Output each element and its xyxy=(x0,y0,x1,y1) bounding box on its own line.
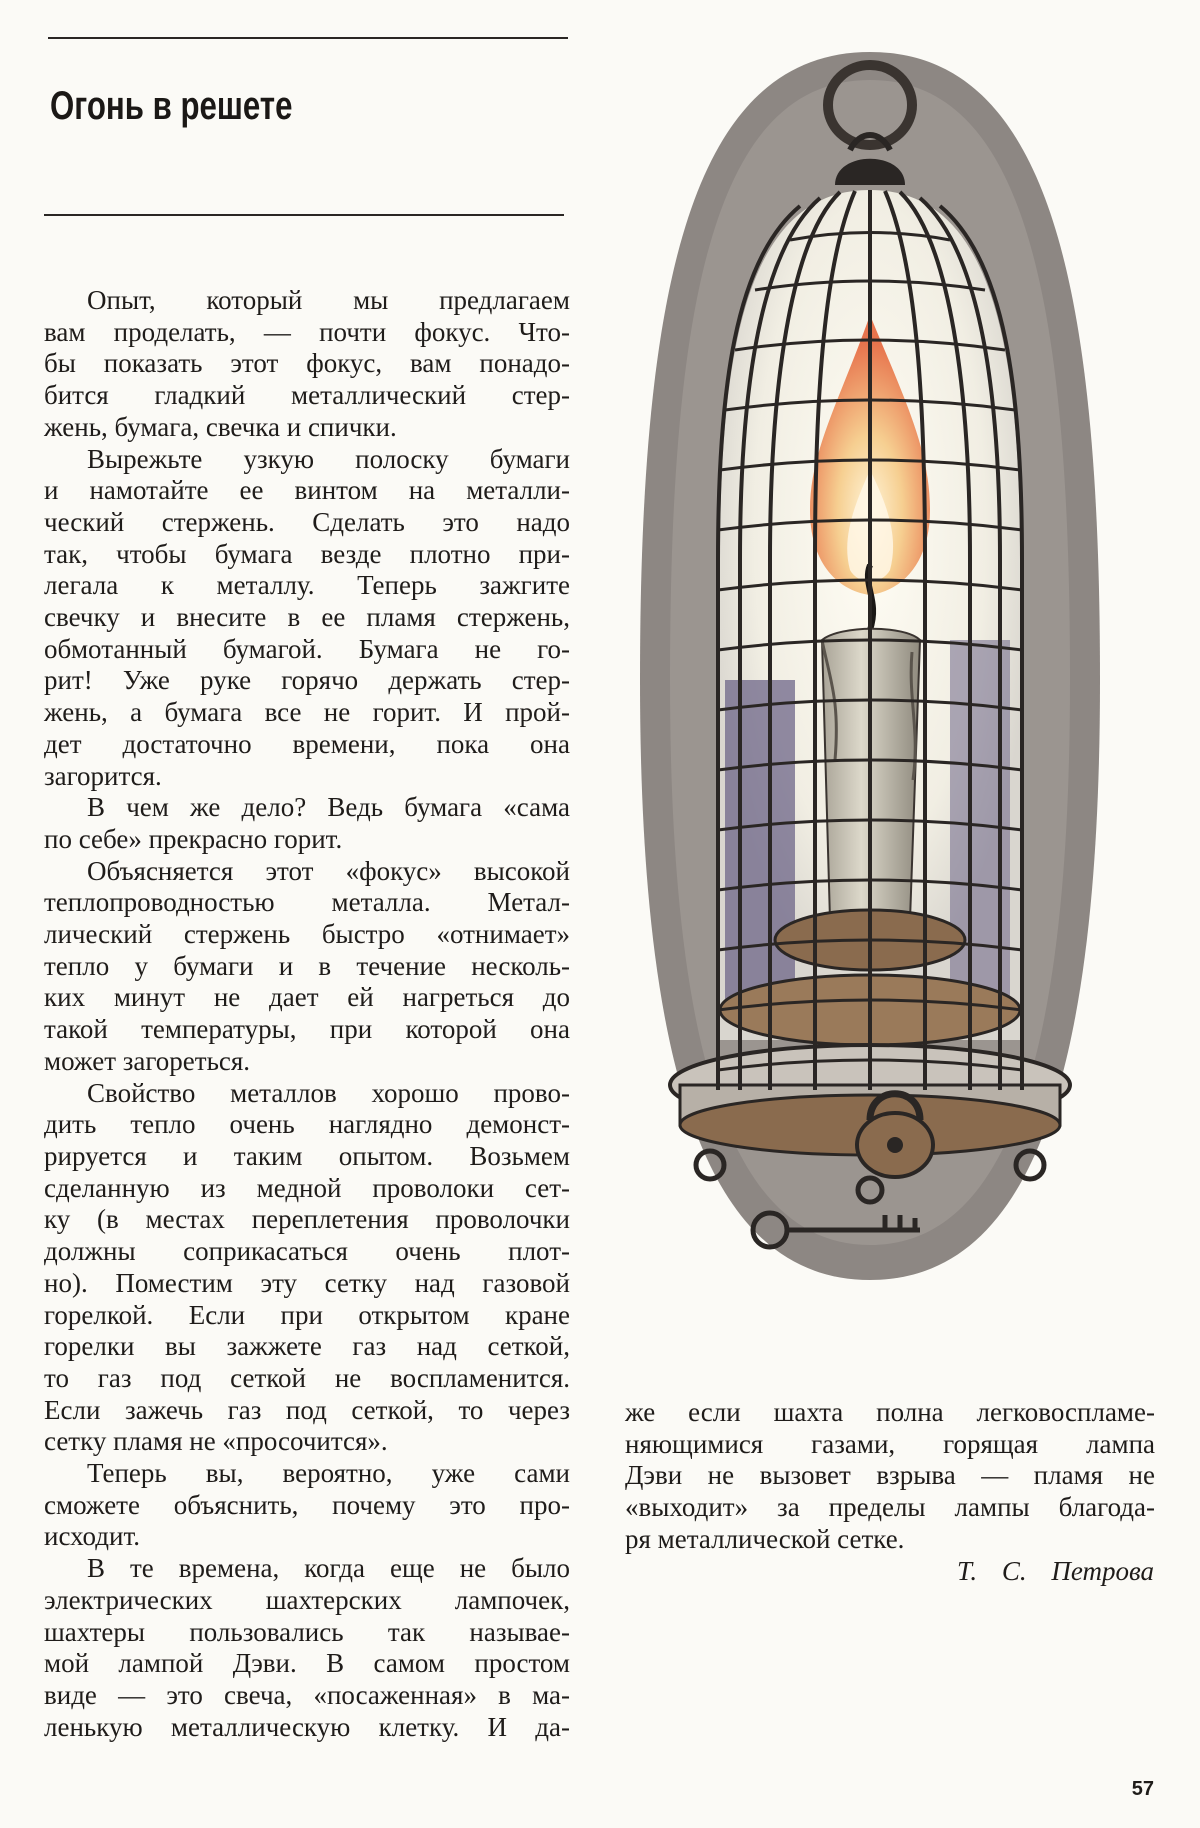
text-line: Если зажечь газ под сеткой, то через xyxy=(44,1394,570,1425)
title-underline-rule xyxy=(44,214,564,216)
text-line: вам проделать, — почти фокус. Что- xyxy=(44,316,570,347)
text-line: ких минут не дает ей нагреться до xyxy=(44,982,570,1013)
text-line: В чем же дело? Ведь бумага «сама xyxy=(87,792,570,823)
text-line: ря металлической сетке. xyxy=(625,1523,905,1554)
text-line: по себе» прекрасно горит. xyxy=(44,823,343,854)
text-line: В те времена, когда еще не было xyxy=(87,1553,570,1584)
text-line: жень, а бумага все не горит. И прой- xyxy=(44,697,570,728)
text-line: легала к металлу. Теперь зажгите xyxy=(44,570,570,601)
text-line: ленькую металлическую клетку. И да- xyxy=(44,1711,570,1742)
text-line: бы показать этот фокус, вам понадо- xyxy=(44,348,570,379)
text-line: Опыт, который мы предлагаем xyxy=(87,285,570,315)
text-line: шахтеры пользовались так называе- xyxy=(44,1616,570,1647)
text-line: Объясняется этот «фокус» высокой xyxy=(87,855,570,886)
text-line: так, чтобы бумага везде плотно при- xyxy=(44,538,570,569)
text-line: и намотайте ее винтом на металли- xyxy=(44,475,570,506)
top-rule xyxy=(48,37,568,39)
text-line: Теперь вы, вероятно, уже сами xyxy=(87,1458,570,1489)
article-title: Огонь в решете xyxy=(50,84,293,128)
text-line: загорится. xyxy=(44,760,162,791)
text-line: тепло у бумаги и в течение несколь- xyxy=(44,950,570,981)
text-line: лический стержень быстро «отнимает» xyxy=(44,919,570,950)
text-line: ку (в местах переплетения проволочки xyxy=(44,1204,570,1235)
text-line: бится гладкий металлический стер- xyxy=(44,380,570,411)
text-line: жень, бумага, свечка и спички. xyxy=(44,411,397,442)
left-column xyxy=(44,285,570,1743)
text-line: «выходит» за пределы лампы благода- xyxy=(625,1492,1155,1523)
text-line: рируется и таким опытом. Возьмем xyxy=(44,1140,570,1171)
text-line: виде — это свеча, «посаженная» в ма- xyxy=(44,1679,570,1710)
text-line: же если шахта полна легковоспламе- xyxy=(625,1397,1155,1427)
text-line: такой температуры, при которой она xyxy=(44,1014,570,1045)
text-line: может загореться. xyxy=(44,1045,251,1076)
text-line: сетку пламя не «просочится». xyxy=(44,1426,388,1457)
text-line: но). Поместим эту сетку над газовой xyxy=(44,1267,570,1298)
text-line: Дэви не вызовет взрыва — пламя не xyxy=(625,1460,1155,1491)
right-column xyxy=(625,1397,1155,1556)
text-line: сможете объяснить, почему это про- xyxy=(44,1489,570,1520)
text-line: Свойство металлов хорошо прово- xyxy=(87,1077,570,1108)
text-line: свечку и внесите в ее пламя стержень, xyxy=(44,602,570,633)
text-line: горелки вы зажжете газ над сеткой, xyxy=(44,1331,570,1362)
text-line: горелкой. Если при открытом кране xyxy=(44,1299,570,1330)
text-line: обмотанный бумагой. Бумага не го- xyxy=(44,633,570,664)
davy-lamp-illustration xyxy=(630,40,1110,1290)
text-line: мой лампой Дэви. В самом простом xyxy=(44,1648,570,1679)
text-line: должны соприкасаться очень плот- xyxy=(44,1236,570,1267)
text-line: дет достаточно времени, пока она xyxy=(44,728,570,759)
text-line: электрических шахтерских лампочек, xyxy=(44,1584,570,1615)
author-signature: Т. С. Петрова xyxy=(957,1556,1154,1586)
text-line: няющимися газами, горящая лампа xyxy=(625,1428,1155,1459)
text-line: то газ под сеткой не воспламенится. xyxy=(44,1362,570,1393)
page-number: 57 xyxy=(1131,1778,1154,1800)
text-line: Вырежьте узкую полоску бумаги xyxy=(87,443,570,474)
text-line: дить тепло очень наглядно демонст- xyxy=(44,1109,570,1140)
text-line: исходит. xyxy=(44,1521,140,1552)
text-line: ческий стержень. Сделать это надо xyxy=(44,506,570,537)
text-line: сделанную из медной проволоки сет- xyxy=(44,1172,570,1203)
text-line: теплопроводностью металла. Метал- xyxy=(44,887,570,918)
text-line: рит! Уже руке горячо держать стер- xyxy=(44,665,570,696)
